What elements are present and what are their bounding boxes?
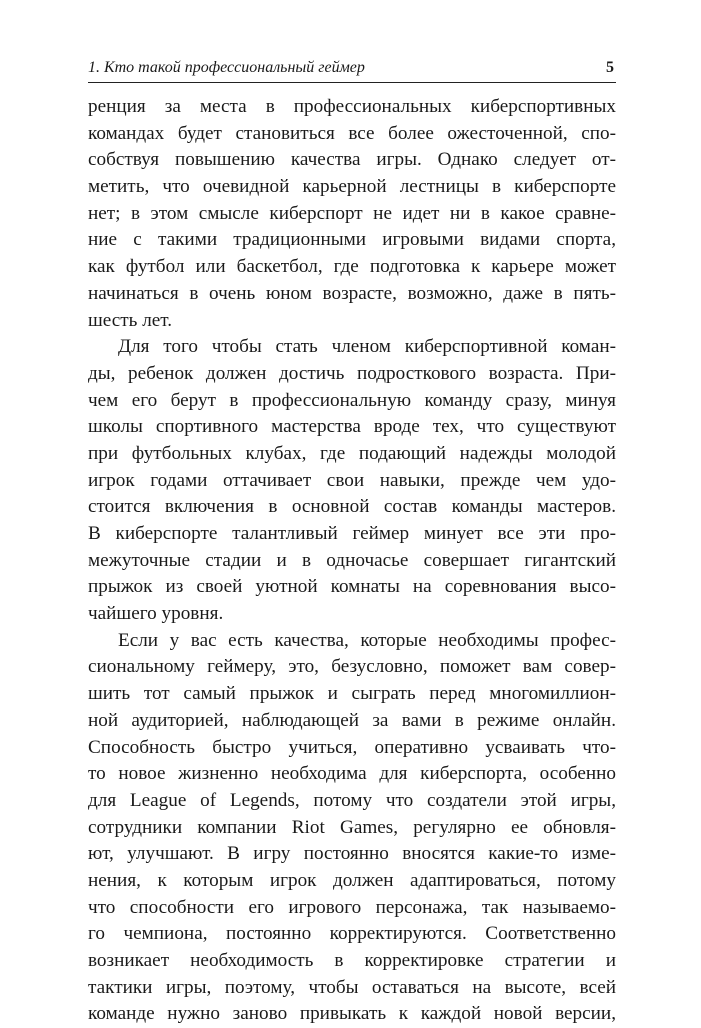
text-line: межуточные стадии и в одночасье совершает гигантский — [88, 549, 616, 571]
body-text — [88, 94, 616, 1028]
text-line: прыжок из своей уютной комнаты на соревнования высо- — [88, 576, 616, 598]
text-line: ют, улучшают. В игру постоянно вносятся какие-то изме- — [88, 843, 616, 865]
text-line: командах будет становиться все более ожесточенной, спо- — [88, 122, 616, 144]
text-line: чайшего уровня. — [88, 603, 224, 625]
text-line: В киберспорте талантливый геймер минует все эти про- — [88, 523, 616, 544]
text-line: ние с такими традиционными игровыми видами спорта, — [88, 229, 616, 251]
running-title: 1. Кто такой профессиональный геймер — [88, 59, 365, 76]
text-line: шить тот самый прыжок и сыграть перед многомиллион- — [88, 683, 616, 705]
text-line: Для того чтобы стать членом киберспортивной коман- — [118, 336, 616, 358]
text-line: сиональному геймеру, это, безусловно, поможет вам совер- — [88, 656, 616, 678]
text-line: Способность быстро учиться, оперативно усваивать что- — [88, 736, 616, 758]
text-line: для League of Legends, потому что создатели этой игры, — [88, 789, 616, 811]
text-line: команде нужно заново привыкать к каждой новой версии, — [88, 1003, 616, 1025]
paragraph — [88, 94, 616, 334]
text-line: при футбольных клубах, где подающий надежды молодой — [88, 442, 616, 464]
running-head — [88, 58, 616, 83]
text-line: шесть лет. — [88, 309, 173, 331]
text-line: то новое жизненно необходима для киберспорта, особенно — [88, 763, 616, 785]
text-line: школы спортивного мастерства вроде тех, что существуют — [88, 416, 616, 438]
text-line: Если у вас есть качества, которые необходимы профес- — [118, 629, 616, 651]
text-line: чем его берут в профессиональную команду сразу, минуя — [88, 389, 616, 411]
text-line: ды, ребенок должен достичь подросткового возраста. При- — [88, 362, 616, 384]
text-line: нет; в этом смысле киберспорт не идет ни в какое сравне- — [88, 202, 616, 224]
text-line: го чемпиона, постоянно корректируются. Соответственно — [88, 923, 616, 945]
text-line: нения, к которым игрок должен адаптироваться, потому — [88, 869, 616, 891]
paragraph — [88, 628, 616, 1028]
text-line: сотрудники компании Riot Games, регулярно ее обновля- — [88, 816, 616, 838]
text-line: тактики игры, поэтому, чтобы оставаться на высоте, всей — [88, 976, 616, 998]
text-line: игрок годами оттачивает свои навыки, прежде чем удо- — [88, 469, 616, 491]
text-line: собствуя повышению качества игры. Однако следует от- — [88, 149, 616, 171]
text-line: метить, что очевидной карьерной лестницы в киберспорте — [88, 176, 616, 198]
page-number: 5 — [606, 59, 614, 76]
text-line: возникает необходимость в корректировке стратегии и — [88, 950, 616, 971]
text-line: ренция за места в профессиональных киберспортивных — [88, 96, 616, 117]
text-line: что способности его игрового персонажа, так называемо- — [88, 896, 616, 918]
text-line: ной аудиторией, наблюдающей за вами в режиме онлайн. — [88, 709, 616, 731]
text-line: начинаться в очень юном возрасте, возможно, даже в пять- — [88, 282, 616, 304]
text-line: стоится включения в основной состав команды мастеров. — [88, 496, 616, 518]
text-line: как футбол или баскетбол, где подготовка к карьере может — [88, 256, 616, 278]
paragraph — [88, 334, 616, 628]
